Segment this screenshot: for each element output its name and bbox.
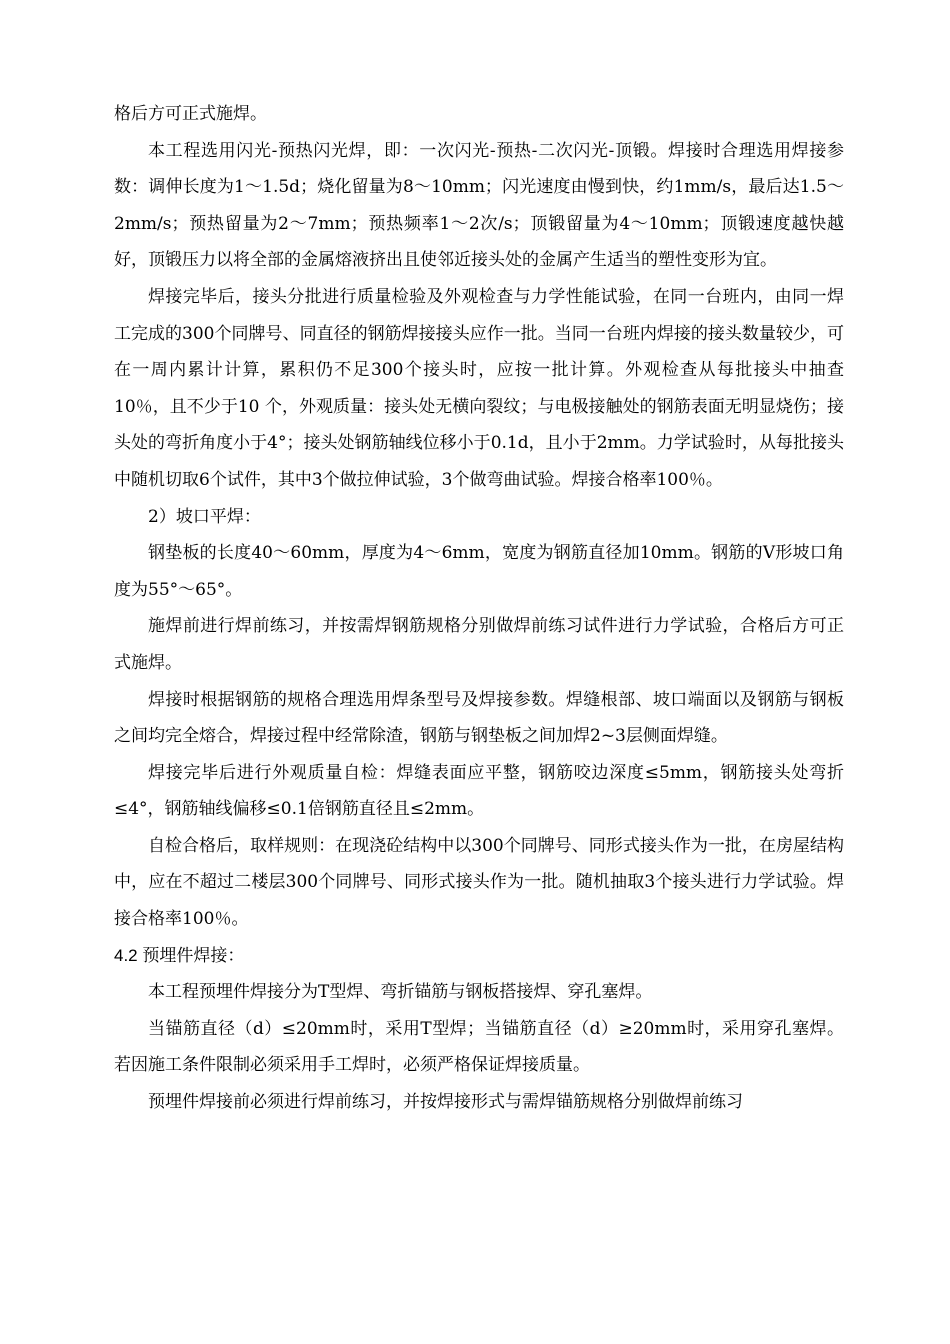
paragraph: 预埋件焊接前必须进行焊前练习，并按焊接形式与需焊锚筋规格分别做焊前练习: [148, 1092, 743, 1113]
section-heading: 4.2 预埋件焊接：: [114, 945, 245, 965]
paragraph: 当锚筋直径（d）≤20mm时，采用T型焊；当锚筋直径（d）≥20mm时，采用穿孔塞焊。若因施工条件限制必须采用手工焊时，必须严格保证焊接质量。: [114, 1018, 844, 1076]
paragraph: 格后方可正式施焊。: [114, 104, 267, 124]
paragraph: 本工程选用闪光-预热闪光焊，即：一次闪光-预热-二次闪光-顶锻。焊接时合理选用焊接参数：调伸长度为1～1.5d；烧化留量为8～10mm；闪光速度由慢到快，约1mm/s，最后达1.5～2mm/s；预热留量为2～7mm；预热频率1～2次/s；顶锻留量为4～10mm；顶锻速度越快越好，顶锻压力以将全部的金属熔液挤出且使邻近接头处的金属产生适当的塑性变形为宜。: [114, 140, 844, 271]
paragraph: 本工程预埋件焊接分为T型焊、弯折锚筋与钢板搭接焊、穿孔塞焊。: [148, 982, 653, 1003]
paragraph: 焊接时根据钢筋的规格合理选用焊条型号及焊接参数。焊缝根部、坡口端面以及钢筋与钢板之间均完全熔合，焊接过程中经常除渣，钢筋与钢垫板之间加焊2~3层侧面焊缝。: [114, 689, 844, 747]
document-page: [114, 96, 844, 1121]
paragraph: 钢垫板的长度40～60mm，厚度为4～6mm，宽度为钢筋直径加10mm。钢筋的V形坡口角度为55°～65°。: [114, 543, 844, 600]
paragraph: 施焊前进行焊前练习，并按需焊钢筋规格分别做焊前练习试件进行力学试验，合格后方可正式施焊。: [114, 616, 844, 673]
paragraph: 焊接完毕后进行外观质量自检：焊缝表面应平整，钢筋咬边深度≤5mm，钢筋接头处弯折≤4°，钢筋轴线偏移≤0.1倍钢筋直径且≤2mm。: [114, 762, 844, 820]
subheading: 2）坡口平焊：: [148, 506, 261, 527]
paragraph: 焊接完毕后，接头分批进行质量检验及外观检查与力学性能试验，在同一台班内，由同一焊工完成的300个同牌号、同直径的钢筋焊接接头应作一批。当同一台班内焊接的接头数量较少，可在一周内累计计算，累积仍不足300个接头时，应按一批计算。外观检查从每批接头中抽查10％，且不少于10 个，外观质量：接头处无横向裂纹；与电极接触处的钢筋表面无明显烧伤；接头处的弯折角度小于4°；接头处钢筋轴线位移小于0.1d，且小于2mm。力学试验时，从每批接头中随机切取6个试件，其中3个做拉伸试验，3个做弯曲试验。焊接合格率100％。: [114, 286, 844, 490]
paragraph: 自检合格后，取样规则：在现浇砼结构中以300个同牌号、同形式接头作为一批，在房屋结构中，应在不超过二楼层300个同牌号、同形式接头作为一批。随机抽取3个接头进行力学试验。焊接合格率100％。: [114, 835, 844, 930]
